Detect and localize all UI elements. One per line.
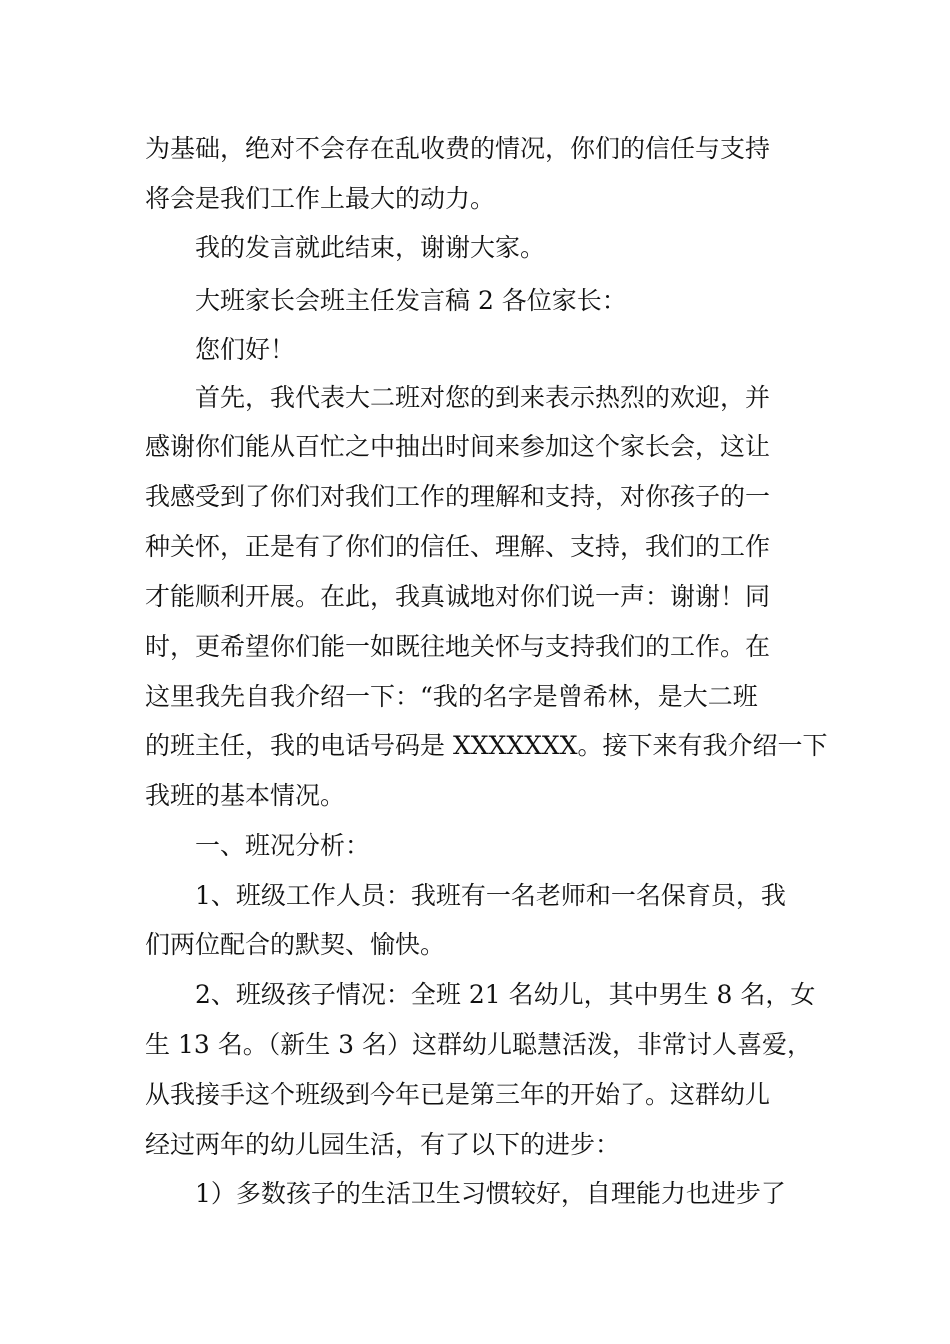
- text-line: 首先，我代表大二班对您的到来表示热烈的欢迎，并: [195, 383, 771, 412]
- text-line: 从我接手这个班级到今年已是第三年的开始了。这群幼儿: [145, 1080, 771, 1109]
- text-line: 为基础，绝对不会存在乱收费的情况，你们的信任与支持: [145, 134, 771, 163]
- text-line: 感谢你们能从百忙之中抽出时间来参加这个家长会，这让: [145, 432, 771, 461]
- text-line: 种关怀，正是有了你们的信任、理解、支持，我们的工作: [145, 532, 771, 561]
- text-line: 们两位配合的默契、愉快。: [145, 930, 446, 959]
- text-line: 我班的基本情况。: [145, 781, 346, 810]
- text-line: 2、班级孩子情况：全班 21 名幼儿，其中男生 8 名，女: [195, 980, 816, 1009]
- text-line: 经过两年的幼儿园生活，有了以下的进步：: [145, 1130, 621, 1159]
- text-line: 这里我先自我介绍一下：“我的名字是曾希林，是大二班: [145, 682, 758, 711]
- text-line: 1）多数孩子的生活卫生习惯较好，自理能力也进步了: [195, 1179, 786, 1208]
- text-line: 生 13 名。（新生 3 名）这群幼儿聪慧活泼，非常讨人喜爱，: [145, 1030, 813, 1059]
- text-line: 1、班级工作人员：我班有一名老师和一名保育员，我: [195, 881, 786, 910]
- text-line: 我的发言就此结束，谢谢大家。: [195, 233, 546, 262]
- text-line: 我感受到了你们对我们工作的理解和支持，对你孩子的一: [145, 482, 771, 511]
- text-line: 大班家长会班主任发言稿 2 各位家长：: [195, 286, 627, 315]
- text-line: 将会是我们工作上最大的动力。: [145, 184, 496, 213]
- text-line: 才能顺利开展。在此，我真诚地对你们说一声：谢谢！同: [145, 582, 771, 611]
- text-line: 一、班况分析：: [195, 831, 371, 860]
- text-line: 您们好！: [195, 335, 296, 364]
- text-line: 的班主任，我的电话号码是 XXXXXXX。接下来有我介绍一下: [145, 731, 828, 760]
- text-line: 时，更希望你们能一如既往地关怀与支持我们的工作。在: [145, 632, 771, 661]
